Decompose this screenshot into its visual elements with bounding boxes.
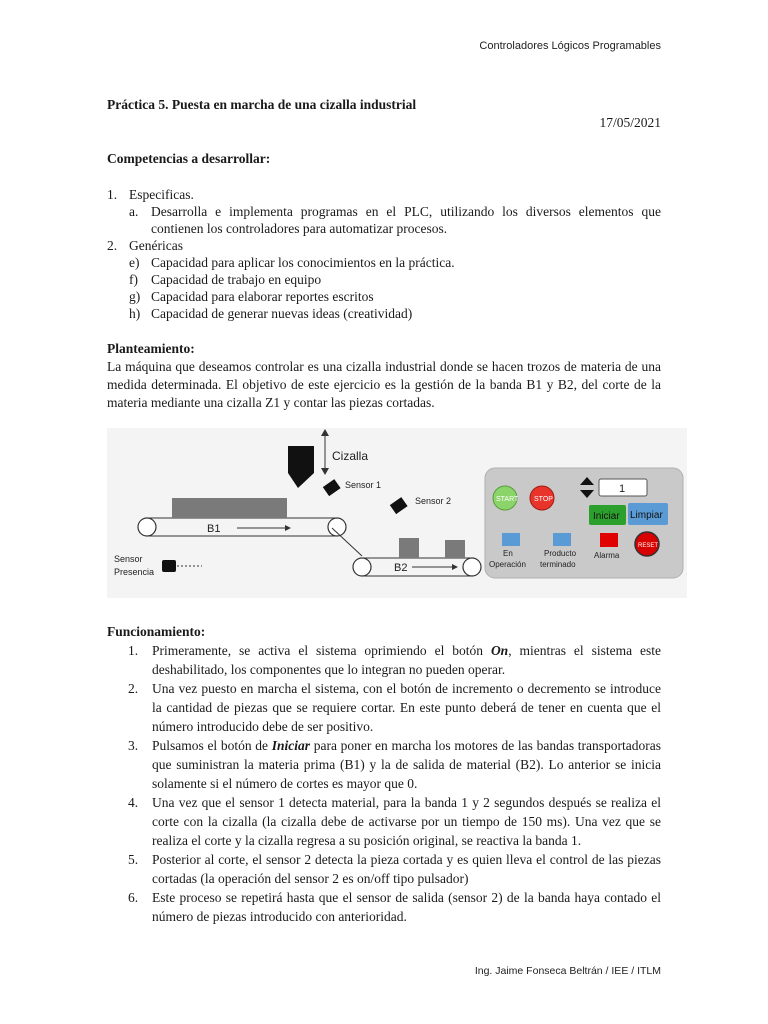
planteamiento-heading: Planteamiento: <box>107 341 195 356</box>
en-operacion-label-2: Operación <box>489 560 526 569</box>
list-item: e) Capacidad para aplicar los conocimientos en la práctica. <box>129 255 455 270</box>
alarma-indicator <box>600 533 618 547</box>
list-item: 6. Este proceso se repetirá hasta que el sensor de salida (sensor 2) de la banda haya contado el número de piezas introducido con anterioridad. <box>128 890 661 924</box>
cut-piece <box>445 540 465 558</box>
producto-label-2: terminado <box>540 560 576 569</box>
start-label: START <box>496 496 519 503</box>
sensor1-label: Sensor 1 <box>345 480 382 490</box>
producto-label-1: Producto <box>544 549 577 558</box>
funcionamiento-heading: Funcionamiento: <box>107 624 206 639</box>
list-item: 1. Especificas. <box>107 187 194 202</box>
list-item: 2. Una vez puesto en marcha el sistema, con el botón de incremento o decremento se introduce la cantidad de piezas que se requiere cortar. En este punto deberá de tener en cuenta que el número introducido debe de ser positivo. <box>128 681 661 734</box>
planteamiento-text: La máquina que deseamos controlar es una cizalla industrial donde se hacen trozos de materia de una medida determinada. El objetivo de este ejercicio es la gestión de la banda B1 y B2, del corte de la materia mediante una cizalla Z1 y contar las piezas cortadas. <box>107 359 661 410</box>
b2-label: B2 <box>394 562 408 574</box>
list-item: a. Desarrolla e implementa programas en el PLC, utilizando los diversos elementos que contienen los controladores para automatizar procesos. <box>129 204 661 236</box>
iniciar-label: Iniciar <box>593 511 620 522</box>
competencias-heading: Competencias a desarrollar: <box>107 151 271 166</box>
date: 17/05/2021 <box>599 115 661 130</box>
list-item: 1. Primeramente, se activa el sistema oprimiendo el botón On, mientras el sistema este deshabilitado, los componentes que lo integran no pueden operar. <box>128 643 661 677</box>
list-item: h) Capacidad de generar nuevas ideas (creatividad) <box>129 306 413 321</box>
presencia-label-1: Sensor <box>114 554 143 564</box>
en-operacion-indicator <box>502 533 520 546</box>
list-item: 2. Genéricas <box>107 238 183 253</box>
page-footer: Ing. Jaime Fonseca Beltrán / IEE / ITLM <box>474 965 661 977</box>
stop-label: STOP <box>534 496 553 503</box>
page-title: Práctica 5. Puesta en marcha de una cizalla industrial <box>107 97 417 112</box>
control-panel <box>485 468 683 578</box>
cizalla-diagram <box>107 428 687 598</box>
cut-piece <box>399 538 419 558</box>
sensor2-label: Sensor 2 <box>415 496 452 506</box>
page-header: Controladores Lógicos Programables <box>479 40 661 52</box>
list-item: 4. Una vez que el sensor 1 detecta material, para la banda 1 y 2 segundos después se realiza el corte con la cizalla (la cizalla debe de activarse por un tiempo de 150 ms). Una vez que se realiza el corte y la cizalla regresa a su posición original, se reactiva la banda 1. <box>128 795 661 848</box>
list-item: f) Capacidad de trabajo en equipo <box>129 272 322 287</box>
reset-label: RESET <box>638 543 659 549</box>
presencia-label-2: Presencia <box>114 567 155 577</box>
limpiar-label: Limpiar <box>630 510 663 521</box>
en-operacion-label-1: En <box>503 549 513 558</box>
producto-indicator <box>553 533 571 546</box>
material-b1 <box>172 498 287 518</box>
list-item: g) Capacidad para elaborar reportes escritos <box>129 289 374 304</box>
list-item: 5. Posterior al corte, el sensor 2 detecta la pieza cortada y es quien lleva el control de las piezas cortadas (la operación del sensor 2 es on/off tipo pulsador) <box>128 852 661 886</box>
alarma-label: Alarma <box>594 551 620 560</box>
competencias-list <box>107 186 661 322</box>
cizalla-label: Cizalla <box>332 449 369 463</box>
list-item: 3. Pulsamos el botón de Iniciar para poner en marcha los motores de las bandas transportadoras que suministran la materia prima (B1) y la de salida de material (B2). Lo anterior se inicia solamente si el número de cortes es mayor que 0. <box>128 738 661 791</box>
funcionamiento-list <box>107 641 661 926</box>
b1-label: B1 <box>207 523 221 535</box>
counter-value: 1 <box>619 483 626 495</box>
